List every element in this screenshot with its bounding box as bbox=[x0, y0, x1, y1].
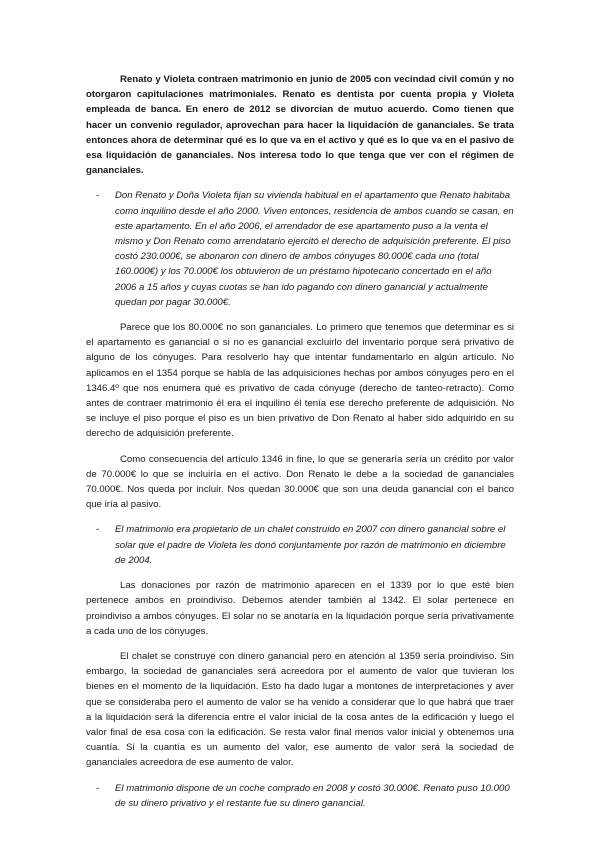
bullet-dash: - bbox=[96, 782, 100, 794]
answer-paragraph-2: Como consecuencia del artículo 1346 in fine, lo que se generaría sería un crédito por valor de 70.000€ lo que se incluiría en el activo. Don Renato le debe a la sociedad de gananciales 70.000€. Nos queda por incluir. Nos quedan 30.000€ que son una deuda ganancial con el banco que iría al pasivo. bbox=[86, 453, 514, 511]
bullet-dash: - bbox=[96, 524, 100, 536]
answer-paragraph-4: El chalet se construye con dinero ganancial pero en atención al 1359 sería proindiviso. Sin embargo, la sociedad de gananciales será acreedora por el aumento de valor que tuvieran los bienes en el momento de la liquidación. Esto ha dado lugar a montones de interpretaciones y aver que se consideraba pero el aumento de valor se ha venido a considerar que lo que habrá que traer a la liquidación será la diferencia entre el valor inicial de la cosa antes de la edificación y luego el valor final de esa cosa con la edificación. Se resta valor final menos valor inicial y obtenemos una cuantía. Si la cuantía es un aumento del valor, ese aumento de valor será la sociedad de gananciales acreedora de ese aumento de valor. bbox=[86, 650, 514, 769]
document-page bbox=[86, 72, 514, 821]
answer-paragraph-1: Parece que los 80.000€ no son gananciales. Lo primero que tenemos que determinar es si el apartamento es ganancial o si no es ganancial excluirlo del inventario porque será privativo de alguno de los cónyuges. Para resolverlo hay que intentar fundamentarlo en algún artículo. No aplicamos en el 1354 porque se habla de las adquisiciones hechas por ambos cónyuges pero en el 1346.4º que nos enumera qué es privativo de cada cónyuge (derecho de tanteo-retracto). Como antes de contraer matrimonio él era el inquilino él tenía ese derecho preferente de adquisición. No se incluye el piso porque el piso es un bien privativo de Don Renato al haber sido adquirido en su derecho de adquisición preferente. bbox=[86, 322, 514, 440]
case-text-3: El matrimonio dispone de un coche comprado en 2008 y costó 30.000€. Renato puso 10.000 de su dinero privativo y el restante fue su dinero ganancial. bbox=[115, 782, 510, 809]
case-item-2 bbox=[86, 522, 514, 568]
bullet-dash: - bbox=[96, 190, 100, 202]
answer-paragraph-3: Las donaciones por razón de matrimonio aparecen en el 1339 por lo que esté bien pertenece ambos en proindiviso. Debemos atender también al 1342. El solar pertenece en proindiviso a ambos cónyuges. El solar no se anotaría en la liquidación porque sería privativamente a cada uno de los cónyuges. bbox=[86, 580, 514, 637]
problem-statement: Renato y Violeta contraen matrimonio en junio de 2005 con vecindad civil común y no otorgaron capitulaciones matrimoniales. Renato es dentista por cuenta propia y Violeta empleada de banca. En enero de 2012 se divorcian de mutuo acuerdo. Como tienen que hacer un convenio regulador, aprovechan para hacer la liquidación de gananciales. Se trata entonces ahora de determinar qué es lo que va en el activo y qué es lo que va en el pasivo de esa liquidación de gananciales. Nos interesa todo lo que tenga que ver con el régimen de gananciales. bbox=[86, 74, 514, 177]
case-item-1 bbox=[86, 188, 514, 310]
case-item-3 bbox=[86, 781, 514, 811]
case-text-1: Don Renato y Doña Violeta fijan su vivienda habitual en el apartamento que Renato habitaba como inquilino desde el año 2000. Viven entonces, residencia de ambos cuando se casan, en este apartamento. En el año 2006, el arrendador de ese apartamento puso a la venta el mismo y Don Renato como arrendatario ejercitó el derecho de adquisición preferente. El piso costó 230.000€, se abonaron con dinero de ambos cónyuges 80.000€ cada uno (total 160.000€) y los 70.000€ los obtuvieron de un préstamo hipotecario concertado en el año 2006 a 15 años y cuyas cuotas se han ido pagando con dinero ganancial y actualmente quedan por pagar 30.000€. bbox=[115, 190, 514, 308]
case-text-2: El matrimonio era propietario de un chalet construido en 2007 con dinero ganancial sobre el solar que el padre de Violeta les donó conjuntamente por razón de matrimonio en diciembre de 2004. bbox=[115, 524, 506, 566]
